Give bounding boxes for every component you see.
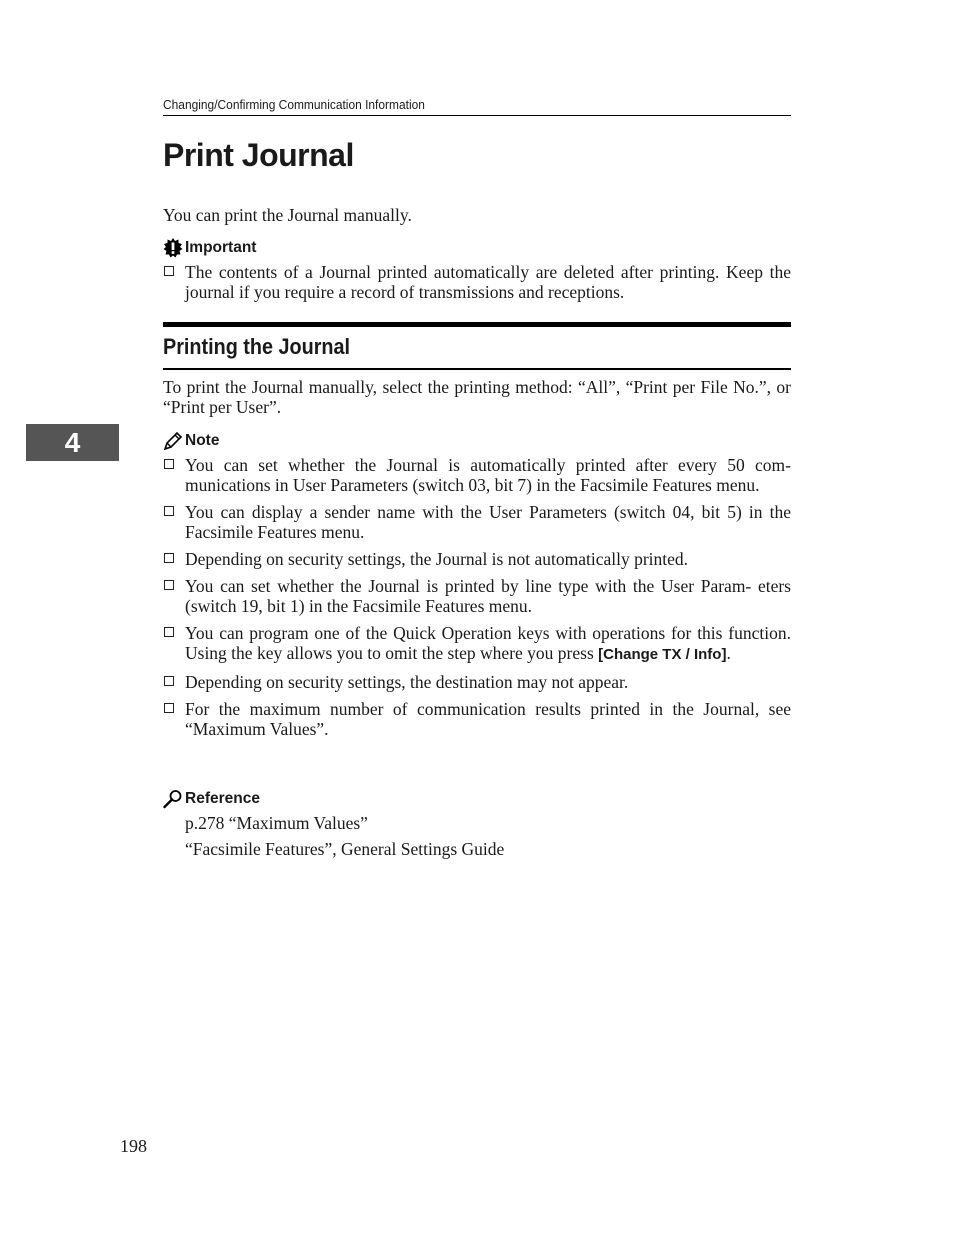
page-number: 198 [120, 1136, 147, 1156]
checkbox-icon [164, 703, 174, 713]
note-item-end: . [726, 643, 731, 663]
note-item-text: Depending on security settings, the destination may not appear. [185, 672, 629, 692]
note-item [163, 576, 791, 616]
note-label-text: Note [185, 432, 220, 449]
note-item [163, 455, 791, 495]
reference-label [163, 789, 260, 809]
section-title: Printing the Journal [163, 334, 351, 359]
reference-item[interactable]: “Facsimile Features”, General Settings Guide [185, 839, 505, 859]
checkbox-icon [164, 506, 174, 516]
checkbox-icon [164, 676, 174, 686]
magnifier-icon [163, 789, 185, 809]
important-list [163, 262, 791, 302]
important-icon [163, 238, 185, 258]
checkbox-icon [164, 266, 174, 276]
note-item [163, 502, 791, 542]
note-item-text: Depending on security settings, the Journal is not automatically printed. [185, 549, 689, 569]
intro-text: You can print the Journal manually. [163, 205, 412, 225]
pencil-icon [163, 431, 185, 451]
note-item [163, 699, 791, 739]
page-title: Print Journal [163, 137, 354, 173]
checkbox-icon [164, 580, 174, 590]
important-label-text: Important [185, 239, 257, 256]
section-rule-top [163, 322, 791, 327]
checkbox-icon [164, 627, 174, 637]
important-item [163, 262, 791, 302]
change-tx-info-key: [Change TX / Info] [598, 646, 727, 663]
header-rule [163, 115, 791, 116]
important-item-text: The contents of a Journal printed automatically are deleted after printing. Keep the journal if you require a record of transmissions and receptions. [185, 262, 791, 302]
note-item-text: You can display a sender name with the User Parameters (switch 04, bit 5) in the Facsimile Features menu. [185, 502, 791, 542]
checkbox-icon [164, 459, 174, 469]
reference-list [185, 813, 504, 865]
note-label [163, 431, 219, 451]
note-item [163, 672, 791, 692]
reference-label-text: Reference [185, 790, 260, 807]
reference-item[interactable]: p.278 “Maximum Values” [185, 813, 368, 833]
section-rule-bottom [163, 368, 791, 370]
checkbox-icon [164, 553, 174, 563]
running-header: Changing/Confirming Communication Information [163, 97, 425, 112]
note-item-text: For the maximum number of communication results printed in the Journal, see “Maximum Values”. [185, 699, 791, 739]
note-list [163, 455, 791, 746]
note-item-text: You can set whether the Journal is printed by line type with the User Param- eters (switch 19, bit 1) in the Facsimile Features menu. [185, 576, 791, 616]
chapter-tab: 4 [26, 424, 119, 461]
important-label [163, 238, 256, 258]
note-item-quick-operation [163, 623, 791, 665]
note-item-text: You can set whether the Journal is automatically printed after every 50 com- munications in User Parameters (switch 03, bit 7) in the Facsimile Features menu. [185, 455, 791, 495]
note-item [163, 549, 791, 569]
note-item-text: You can program one of the Quick Operation keys with operations for this function. Using the key allows you to omit the step where you press [185, 623, 791, 663]
section-intro-text: To print the Journal manually, select the printing method: “All”, “Print per File No.”, or “Print per User”. [163, 377, 791, 417]
